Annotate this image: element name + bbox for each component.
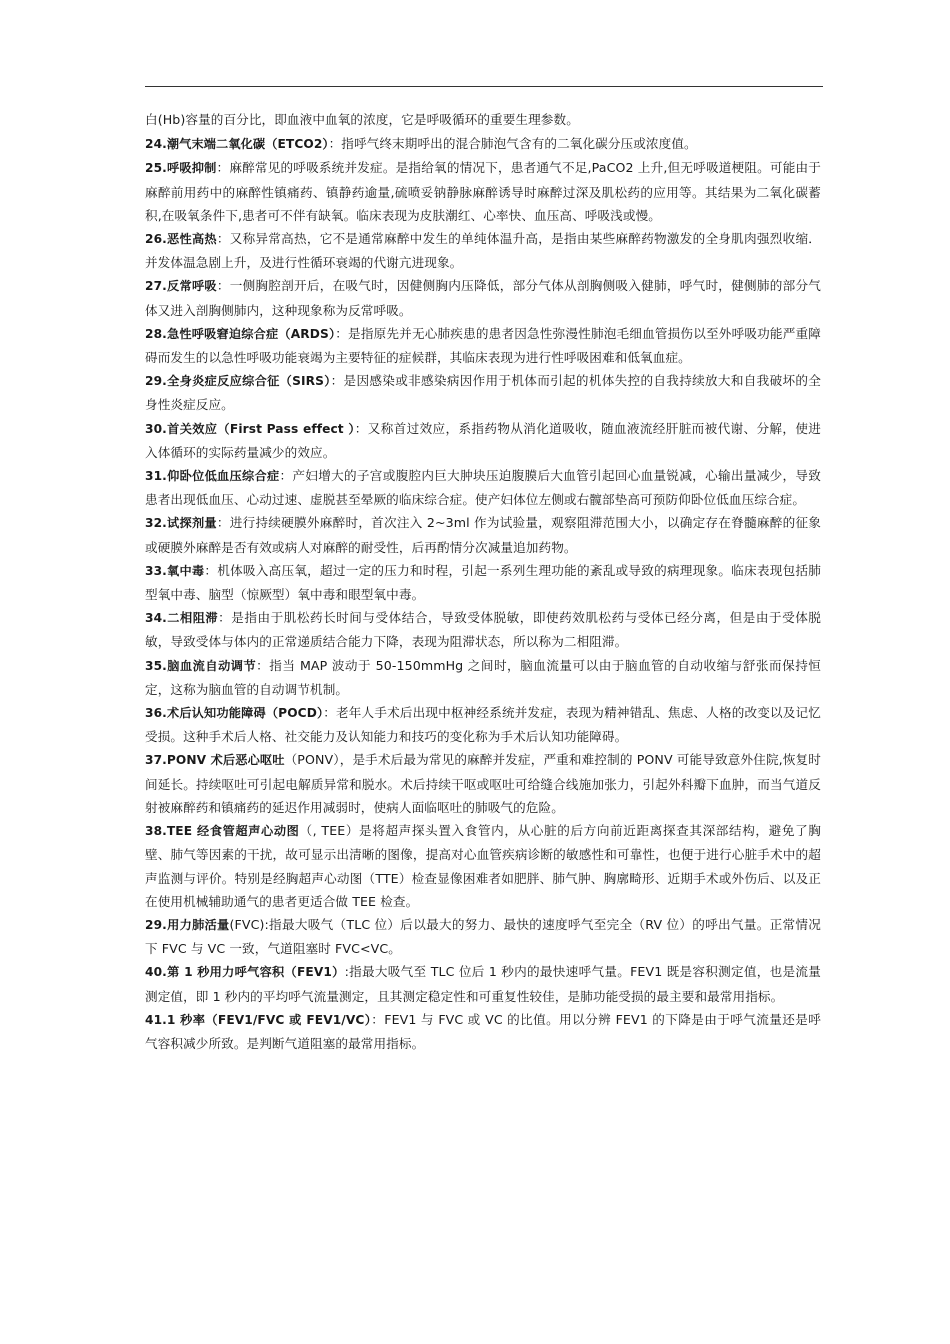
entry-term: 呼吸抑制 [166, 161, 217, 176]
paragraph-29 [145, 369, 821, 416]
header-rule [145, 86, 823, 87]
entry-term: 1 秒率（FEV1/FVC 或 FEV1/VC） [166, 1012, 372, 1027]
entry-body: ：老年人手术后出现中枢神经系统并发症，表现为精神错乱、焦虑、人格的改变以及记忆受损。这种手术后人格、社交能力及认知能力和技巧的变化称为手术后认知功能障碍。 [145, 705, 821, 745]
entry-term: 恶性高热 [166, 232, 217, 247]
entry-number: 32. [145, 516, 167, 531]
paragraph-35 [145, 654, 821, 701]
entry-term: 第 1 秒用力呼气容积（FEV1） [166, 965, 345, 980]
entry-number: 30. [145, 421, 167, 436]
entry-number: 41. [145, 1012, 167, 1027]
entry-number: 27. [145, 279, 167, 294]
entry-body: (FVC):指最大吸气（TLC 位）后以最大的努力、最快的速度呼气至完全（RV 位）的呼出气量。正常情况下 FVC 与 VC 一致，气道阻塞时 FVC<VC。 [145, 916, 822, 957]
paragraph-41 [145, 1008, 821, 1055]
entry-body: ：麻醉常见的呼吸系统并发症。是指给氧的情况下，患者通气不足,PaCO2 上升,但无呼吸道梗阻。可能由于麻醉前用药中的麻醉性镇痛药、镇静药逾量,硫喷妥钠静脉麻醉诱导时麻醉过深及肌松药的应用等。其结果为二氧化碳蓄积,在吸氧条件下,患者可不伴有缺氧。临床表现为皮肤潮红、心率快、血压高、呼吸浅或慢。 [145, 160, 822, 223]
entry-body: ：进行持续硬膜外麻醉时，首次注入 2~3ml 作为试验量，观察阻滞范围大小，以确定存在脊髓麻醉的征象或硬膜外麻醉是否有效或病人对麻醉的耐受性，后再酌情分次减量追加药物。 [145, 515, 821, 555]
entry-number: 33. [145, 563, 167, 578]
entry-term: 首关效应（First Pass effect ） [166, 421, 355, 436]
entry-term: 氧中毒 [166, 563, 205, 578]
entry-body: ：又称异常高热，它不是通常麻醉中发生的单纯体温升高，是指由某些麻醉药物激发的全身肌肉强烈收缩．并发体温急剧上升，及进行性循环衰竭的代谢亢进现象。 [145, 231, 821, 271]
entry-number: 31. [145, 469, 167, 484]
entry-term: 潮气末端二氧化碳（ETCO2） [166, 137, 329, 152]
paragraph-25 [145, 156, 821, 227]
entry-number: 38. [145, 824, 167, 839]
entry-body: ：一侧胸腔剖开后，在吸气时，因健侧胸内压降低，部分气体从剖胸侧吸入健肺，呼气时，健侧肺的部分气体又进入剖胸侧肺内，这种现象称为反常呼吸。 [145, 278, 821, 318]
paragraph-27 [145, 274, 821, 321]
paragraph-26 [145, 227, 821, 274]
paragraph-23-cont [145, 108, 821, 132]
paragraph-30 [145, 417, 821, 464]
entry-term: 试探剂量 [166, 516, 217, 531]
paragraph-39 [145, 913, 821, 960]
paragraph-33 [145, 559, 821, 606]
entry-term: 急性呼吸窘迫综合症（ARDS） [166, 326, 336, 341]
entry-term: 仰卧位低血压综合症 [166, 469, 280, 484]
paragraph-32 [145, 511, 821, 558]
paragraph-24 [145, 132, 821, 156]
entry-body: 白(Hb)容量的百分比，即血液中血氧的浓度，它是呼吸循环的重要生理参数。 [145, 112, 579, 127]
entry-term: 反常呼吸 [166, 279, 217, 294]
entry-number: 35. [145, 658, 167, 673]
entry-body: ：是指原先并无心肺疾患的患者因急性弥漫性肺泡毛细血管损伤以至外呼吸功能严重障碍而发生的以急性呼吸功能衰竭为主要特征的症候群，其临床表现为进行性呼吸困难和低氧血症。 [145, 325, 821, 366]
entry-number: 29. [145, 374, 167, 389]
entry-body: ：机体吸入高压氧，超过一定的压力和时程，引起一系列生理功能的紊乱或导致的病理现象。临床表现包括肺型氧中毒、脑型（惊厥型）氧中毒和眼型氧中毒。 [145, 562, 821, 603]
entry-term: 术后认知功能障碍（POCD） [166, 706, 324, 721]
entry-body: ：是指由于肌松药长时间与受体结合，导致受体脱敏，即使药效肌松药与受体已经分离，但是由于受体脱敏，导致受体与体内的正常递质结合能力下降，表现为阻滞状态，所以称为二相阻滞。 [145, 610, 821, 650]
entry-number: 29. [145, 917, 167, 932]
entry-term: TEE 经食管超声心动图 [166, 824, 300, 839]
entry-number: 24. [145, 137, 167, 152]
entry-number: 37. [145, 753, 167, 768]
entry-body: ：指当 MAP 波动于 50-150mmHg 之间时，脑血流量可以由于脑血管的自动收缩与舒张而保持恒定，这称为脑血管的自动调节机制。 [145, 657, 821, 697]
entry-number: 40. [145, 965, 167, 980]
entry-term: 二相阻滞 [166, 611, 219, 626]
paragraph-31 [145, 464, 821, 511]
paragraph-34 [145, 606, 821, 653]
entry-term: 脑血流自动调节 [166, 658, 257, 673]
entry-body: （PONV），是手术后最为常见的麻醉并发症，严重和难控制的 PONV 可能导致意外住院,恢复时间延长。持续呕吐可引起电解质异常和脱水。术后持续干呕或呕吐可给缝合线施加张力，引起外科瓣下血肿，而当气道反射被麻醉药和镇痛药的延迟作用减弱时，使病人面临呕吐的肺吸气的危险。 [145, 752, 821, 815]
entry-term: 全身炎症反应综合征（SIRS） [166, 374, 331, 389]
paragraph-38 [145, 819, 821, 913]
entry-number: 28. [145, 326, 167, 341]
entry-body: ：又称首过效应，系指药物从消化道吸收，随血液流经肝脏而被代谢、分解，使进入体循环的实际药量减少的效应。 [145, 420, 821, 460]
entry-term: 用力肺活量 [166, 917, 230, 932]
entry-body: ：产妇增大的子宫或腹腔内巨大肿块压迫腹膜后大血管引起回心血量锐减，心输出量减少，导致患者出现低血压、心动过速、虚脱甚至晕厥的临床综合症。使产妇体位左侧或右髋部垫高可预防仰卧位低血压综合症。 [145, 468, 821, 508]
paragraph-28 [145, 322, 821, 369]
entry-body: ：是因感染或非感染病因作用于机体而引起的机体失控的自我持续放大和自我破坏的全身性炎症反应。 [145, 373, 821, 413]
entry-body: （, TEE）是将超声探头置入食管内，从心脏的后方向前近距离探查其深部结构，避免了胸壁、肺气等因素的干扰，故可显示出清晰的图像，提高对心血管疾病诊断的敏感性和可靠性，也便于进行心脏手术中的超声监测与评价。特别是经胸超声心动图（TTE）检查显像困难者如肥胖、肺气肿、胸廓畸形、近期手术或外伤后、以及正在使用机械辅助通气的患者更适合做 TEE 检查。 [145, 823, 821, 909]
entry-number: 36. [145, 706, 167, 721]
entry-term: PONV 术后恶心呕吐 [166, 753, 285, 768]
paragraph-36 [145, 701, 821, 748]
entry-number: 26. [145, 232, 167, 247]
entry-body: ：FEV1 与 FVC 或 VC 的比值。用以分辨 FEV1 的下降是由于呼气流量还是呼气容积减少所致。是判断气道阻塞的最常用指标。 [145, 1011, 821, 1051]
entry-number: 34. [145, 611, 167, 626]
document-body [145, 108, 821, 1055]
entry-body: :指最大吸气至 TLC 位后 1 秒内的最快速呼气量。FEV1 既是容积测定值，也是流量测定值，即 1 秒内的平均呼气流量测定，且其测定稳定性和可重复性较佳，是肺功能受损的最主要和最常用指标。 [145, 964, 821, 1004]
entry-number: 25. [145, 161, 167, 176]
paragraph-40 [145, 960, 821, 1007]
entry-body: ：指呼气终末期呼出的混合肺泡气含有的二氧化碳分压或浓度值。 [328, 136, 697, 152]
paragraph-37 [145, 748, 821, 819]
